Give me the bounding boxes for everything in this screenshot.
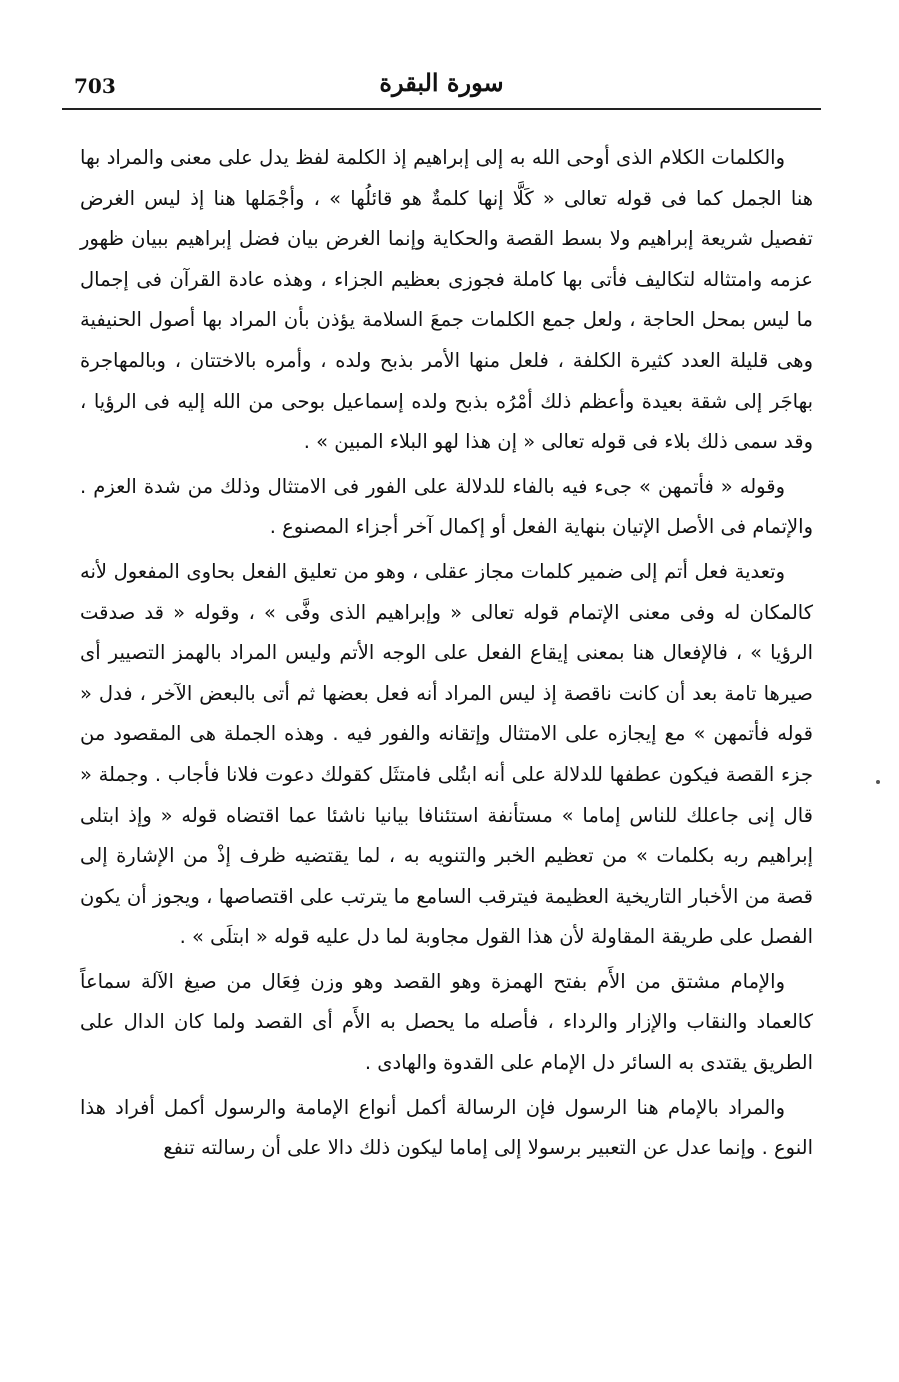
paragraph-2: وقوله « فأتمهن » جىء فيه بالفاء للدلالة على الفور فى الامتثال وذلك من شدة العزم . والإتمام فى الأصل الإتيان بنهاية الفعل أو إكمال آخر أجزاء المصنوع . (80, 474, 813, 539)
page-header (62, 60, 821, 110)
page-number: 703 (74, 74, 116, 98)
body-text (80, 138, 813, 1169)
paragraph-1: والكلمات الكلام الذى أوحى الله به إلى إبراهيم إذ الكلمة لفظ يدل على معنى والمراد بها هنا الجمل كما فى قوله تعالى « كَلَّا إنها كلمةٌ هو قائلُها » ، وأجْمَلها هنا إذ ليس الغرض تفصيل شريعة إبراهيم ولا بسط القصة والحكاية وإنما الغرض بيان فضل إبراهيم ببيان ظهور عزمه وامتثاله لتكاليف فأتى بها كاملة فجوزى بعظيم الجزاء ، وهذه عادة القرآن فى إجمال ما ليس بمحل الحاجة ، ولعل جمع الكلمات جمعَ السلامة يؤذن بأن المراد بها أصول الحنيفية وهى قليلة العدد كثيرة الكلفة ، فلعل منها الأمر بذبح ولده ، وأمره بالاختتان ، وبالمهاجرة بهاجَر إلى شقة بعيدة وأعظم ذلك أمْرُه بذبح ولده إسماعيل بوحى من الله إليه فى الرؤيا ، وقد سمى ذلك بلاء فى قوله تعالى « إن هذا لهو البلاء المبين » . (80, 146, 813, 454)
paragraph-4: والإمام مشتق من الأَم بفتح الهمزة وهو القصد وهو وزن فِعَال من صيغ الآلة سماعاً كالعماد والنقاب والإزار والرداء ، فأصله ما يحصل به الأَم أى القصد ولما كان الدال على الطريق يقتدى به السائر دل الإمام على القدوة والهادى . (80, 969, 813, 1075)
running-title: سورة البقرة (379, 68, 504, 97)
margin-speck (876, 780, 880, 784)
paragraph-5: والمراد بالإمام هنا الرسول فإن الرسالة أكمل أنواع الإمامة والرسول أكمل أفراد هذا النوع . وإنما عدل عن التعبير برسولا إلى إماما ليكون ذلك دالا على أن رسالته تنفع (80, 1095, 813, 1160)
paragraph-3: وتعدية فعل أتم إلى ضمير كلمات مجاز عقلى ، وهو من تعليق الفعل بحاوى المفعول لأنه كالمكان له وفى معنى الإتمام قوله تعالى « وإبراهيم الذى وفَّى » ، وقوله « قد صدقت الرؤيا » ، فالإفعال هنا بمعنى إيقاع الفعل على الوجه الأتم وليس المراد بالهمز التصيير أى صيرها تامة بعد أن كانت ناقصة إذ ليس المراد أنه فعل بعضها ثم أتى بالبعض الآخر ، فدل « قوله فأتمهن » مع إيجازه على الامتثال وإتقانه والفور فيه . وهذه الجملة هى المقصود من جزء القصة فيكون عطفها للدلالة على أنه ابتُلى فامتثَل كقولك دعوت فلانا فأجاب . وجملة « قال إنى جاعلك للناس إماما » مستأنفة استئنافا بيانيا ناشئا عما اقتضاه قوله « وإذ ابتلى إبراهيم ربه بكلمات » من تعظيم الخبر والتنويه به ، لما يقتضيه ظرف إذْ من الإشارة إلى قصة من الأخبار التاريخية العظيمة فيترقب السامع ما يترتب على اقتصاصها ، ويجوز أن يكون الفصل على طريقة المقاولة لأن هذا القول مجاوبة لما دل عليه قوله « ابتلَى » . (80, 559, 813, 949)
